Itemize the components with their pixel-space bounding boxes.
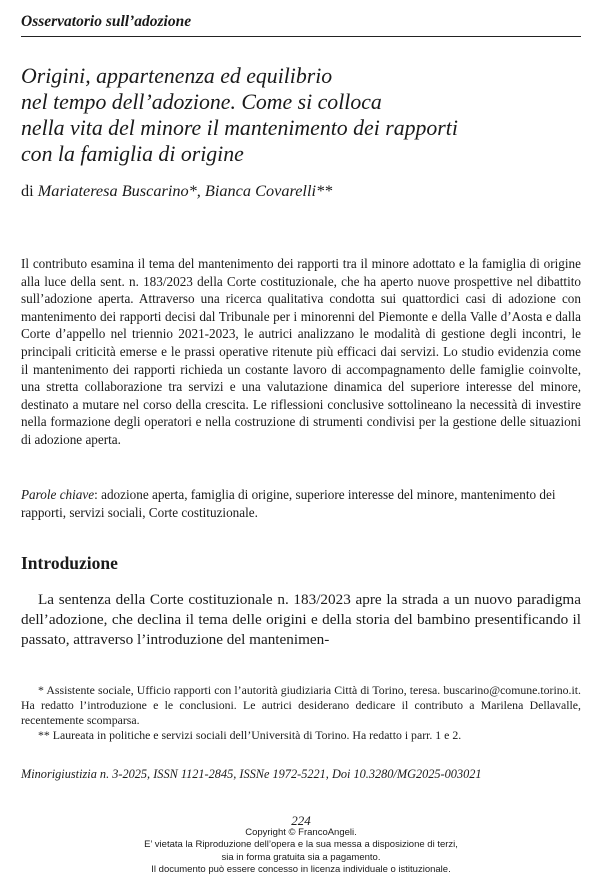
section-heading: Introduzione [21,553,118,573]
copyright-line: sia in forma gratuita sia a pagamento. [221,851,381,863]
journal-citation: Minorigiustizia n. 3-2025, ISSN 1121-2845, ISSNe 1972-5221, Doi 10.3280/MG2025-003021 [21,767,482,781]
journal-section-header: Osservatorio sull’adozione [21,13,581,37]
copyright-line: Il documento può essere concesso in licenza individuale o istituzionale. [151,864,451,876]
abstract: Il contributo esamina il tema del mantenimento dei rapporti tra il minore adottato e la famiglia di origine alla luce della sent. n. 183/2023 della Corte costituzionale, che ha aperto nuove prospettive nel dibattito sull’adozione aperta. Attraverso una ricerca qualitativa condotta sui quattordici casi di adozione con mantenimento dei rapporti decisi dal Tribunale per i minorenni del Piemonte e della Valle d’Aosta e dalla Corte d’appello nel triennio 2021-2023, le autrici analizzano le modalità di gestione degli incontri, le principali criticità emerse e le prassi operative ritenute più efficaci dai servizi. Lo studio evidenzia come il mantenimento dei rapporti richieda un costante lavoro di accompagnamento delle famiglie coinvolte, una stretta collaborazione tra servizi e una valutazione dinamica del superiore interesse del minore, destinato a mutare nel corso della crescita. Le riflessioni conclusive sottolineano la necessità di investire nella formazione degli operatori e nella costruzione di strumenti condivisi per la gestione delle situazioni di adozione aperta. [21,256,581,447]
footnotes [21,683,581,743]
footnote: * Assistente sociale, Ufficio rapporti con l’autorità giudiziaria Città di Torino, teresa. buscarino@comune.torino.it. Ha redatto l’introduzione e le conclusioni. Le autrici desiderano dedicare il contributo a Marilena Dellavalle, recentemente scomparsa. [21,683,581,727]
copyright-line: E’ vietata la Riproduzione dell’opera e la sua messa a disposizione di terzi, [144,839,458,851]
copyright-line: Copyright © FrancoAngeli. [245,827,357,838]
title-line: nella vita del minore il mantenimento dei rapporti [21,116,458,140]
page-number: 224 [291,813,311,828]
title-line: Origini, appartenenza ed equilibrio [21,64,333,88]
keywords-label: Parole chiave [21,487,95,502]
footnote: ** Laureata in politiche e servizi sociali dell’Università di Torino. Ha redatto i parr. 1 e 2. [38,728,462,742]
title-line: nel tempo dell’adozione. Come si colloca [21,90,382,114]
authors-prefix: di [21,181,34,200]
keywords-list: : adozione aperta, famiglia di origine, superiore interesse del minore, mantenimento dei rapporti, servizi sociali, Corte costituzionale. [21,487,556,520]
title-line: con la famiglia di origine [21,142,244,166]
author-names: Mariateresa Buscarino*, Bianca Covarelli** [37,181,333,200]
article-title [21,63,581,167]
keywords [21,486,581,521]
copyright-notice [21,827,581,877]
intro-paragraph: La sentenza della Corte costituzionale n. 183/2023 apre la strada a un nuovo paradigma dell’adozione, che declina il tema delle origini e della storia del bambino presentificando il passato, attraverso l’introduzione del mantenimen- [21,591,581,648]
article-authors [21,181,332,201]
